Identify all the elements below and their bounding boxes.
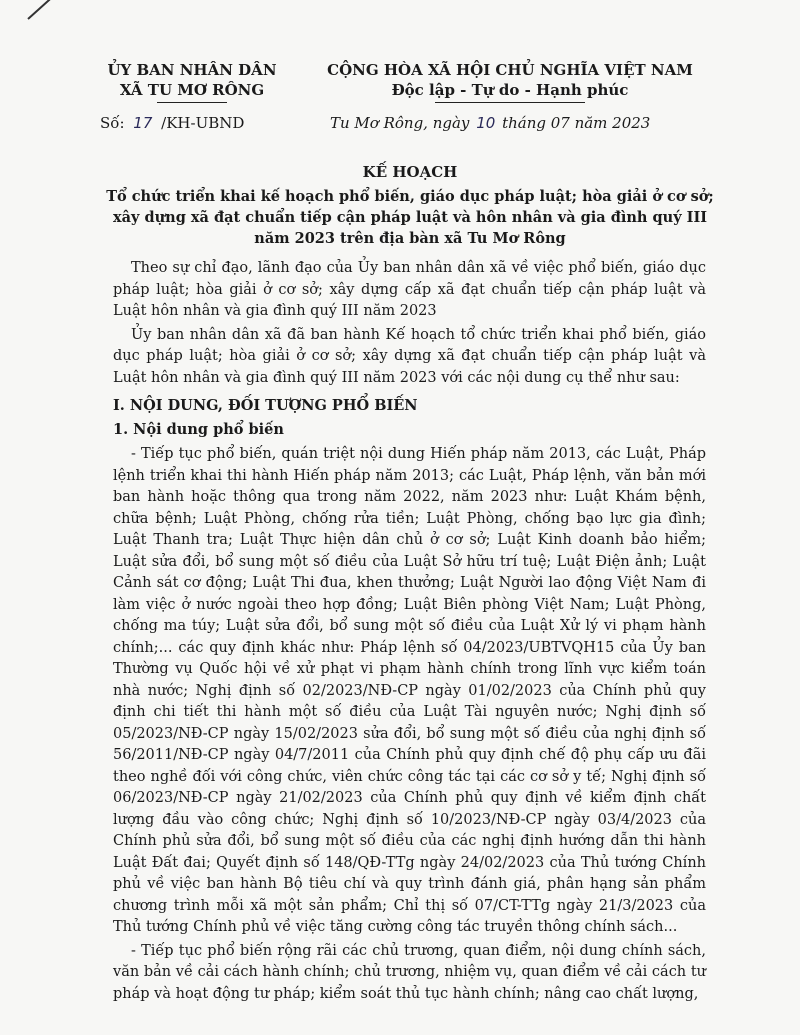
intro-paragraph: Theo sự chỉ đạo, lãnh đạo của Ủy ban nhân dân xã về việc phổ biến, giáo dục pháp luật; hòa giải ở cơ sở; xây dựng cấp xã đạt chuẩn tiếp cận pháp luật và Luật hôn nhân và gia đình quý III năm 2023 [113,260,706,319]
subtitle-line: xây dựng xã đạt chuẩn tiếp cận pháp luật và hôn nhân và gia đình quý III [112,209,708,226]
intro-paragraph: Ủy ban nhân dân xã đã ban hành Kế hoạch tổ chức triển khai phổ biến, giáo dục pháp luật; hòa giải ở cơ sở; xây dựng xã đạt chuẩn tiếp cận pháp luật và Luật hôn nhân và gia đình quý III năm 2023 với các nội dung cụ thể như sau: [113,326,706,386]
issuer-line-1: ỦY BAN NHÂN DÂN [107,61,277,79]
issuer-header [92,60,292,103]
doc-number-handwritten: 17 [133,114,153,132]
document-number [100,114,244,132]
document-body [113,258,706,1007]
national-title: CỘNG HÒA XÃ HỘI CHỦ NGHĨA VIỆT NAM [327,61,693,79]
content-paragraph: - Tiếp tục phổ biến, quán triệt nội dung Hiến pháp năm 2013, các Luật, Pháp lệnh triển khai thi hành Hiến pháp năm 2013; các Luật, Pháp lệnh, văn bản mới ban hành hoặc thông qua trong năm 2022, năm 2023 như: Luật Khám bệnh, chữa bệnh; Luật Phòng, chống rửa tiền; Luật Phòng, chống bạo lực gia đình; Luật Thanh tra; Luật Thực hiện dân chủ ở cơ sở; Luật Kinh doanh bảo hiểm; Luật sửa đổi, bổ sung một số điều của Luật Sở hữu trí tuệ; Luật Điện ảnh; Luật Cảnh sát cơ động; Luật Thi đua, khen thưởng; Luật Người lao động Việt Nam đi làm việc ở nước ngoài theo hợp đồng; Luật Biên phòng Việt Nam; Luật Phòng, chống ma túy; Luật sửa đổi, bổ sung một số điều của Luật Xử lý vi phạm hành chính;... các quy định khác như: Pháp lệnh số 04/2023/UBTVQH15 của Ủy ban Thường vụ Quốc hội về xử phạt vi phạm hành chính trong lĩnh vực kiểm toán nhà nước; Nghị định số 02/2023/NĐ-CP ngày 01/02/2023 của Chính phủ quy định chi tiết thi hành một số điều của Luật Tài nguyên nước; Nghị định số 05/2023/NĐ-CP ngày 15/02/2023 sửa đổi, bổ sung một số điều của nghị định số 56/2011/NĐ-CP ngày 04/7/2011 của Chính phủ quy định chế độ phụ cấp ưu đãi theo nghề đối với công chức, viên chức công tác tại các cơ sở y tế; Nghị định số 06/2023/NĐ-CP ngày 21/02/2023 của Chính phủ quy định về kiểm định chất lượng đầu vào công chức; Nghị định số 10/2023/NĐ-CP ngày 03/4/2023 của Chính phủ sửa đổi, bổ sung một số điều của các nghị định hướng dẫn thi hành Luật Đất đai; Quyết định số 148/QĐ-TTg ngày 24/02/2023 của Thủ tướng Chính phủ về việc ban hành Bộ tiêu chí và quy trình đánh giá, phân hạng sản phẩm chương trình mỗi xã một sản phẩm; Chỉ thị số 07/CT-TTg ngày 21/3/2023 của Thủ tướng Chính phủ về việc tăng cường công tác truyền thông chính sách... [113,446,706,935]
subtitle-line: năm 2023 trên địa bàn xã Tu Mơ Rông [254,230,566,247]
document-subtitle [80,186,740,249]
doc-number-prefix: Số: [100,114,125,132]
issuer-underline [157,102,227,103]
date-day-handwritten: 10 [476,114,496,132]
document-title: KẾ HOẠCH [362,163,458,181]
motto-underline [435,102,585,103]
doc-number-suffix: /KH-UBND [161,114,245,132]
section-heading: I. NỘI DUNG, ĐỐI TƯỢNG PHỔ BIẾN [113,397,418,414]
issuer-line-2: XÃ TU MƠ RÔNG [119,81,265,99]
date-prefix: Tu Mơ Rông, ngày [330,114,470,132]
subtitle-line: Tổ chức triển khai kế hoạch phổ biến, giáo dục pháp luật; hòa giải ở cơ sở; [106,188,714,205]
pen-mark [27,0,54,20]
document-date [330,114,650,132]
content-paragraph: - Tiếp tục phổ biến rộng rãi các chủ trương, quan điểm, nội dung chính sách, văn bản về cải cách hành chính; chủ trương, nhiệm vụ, quan điểm về cải cách tư pháp và hoạt động tư pháp; kiểm soát thủ tục hành chính; nâng cao chất lượng, [113,942,706,1002]
subsection-heading: 1. Nội dung phổ biến [113,420,284,438]
date-suffix: tháng 07 năm 2023 [502,114,651,132]
national-motto: Độc lập - Tự do - Hạnh phúc [391,81,629,99]
national-header [300,60,720,103]
